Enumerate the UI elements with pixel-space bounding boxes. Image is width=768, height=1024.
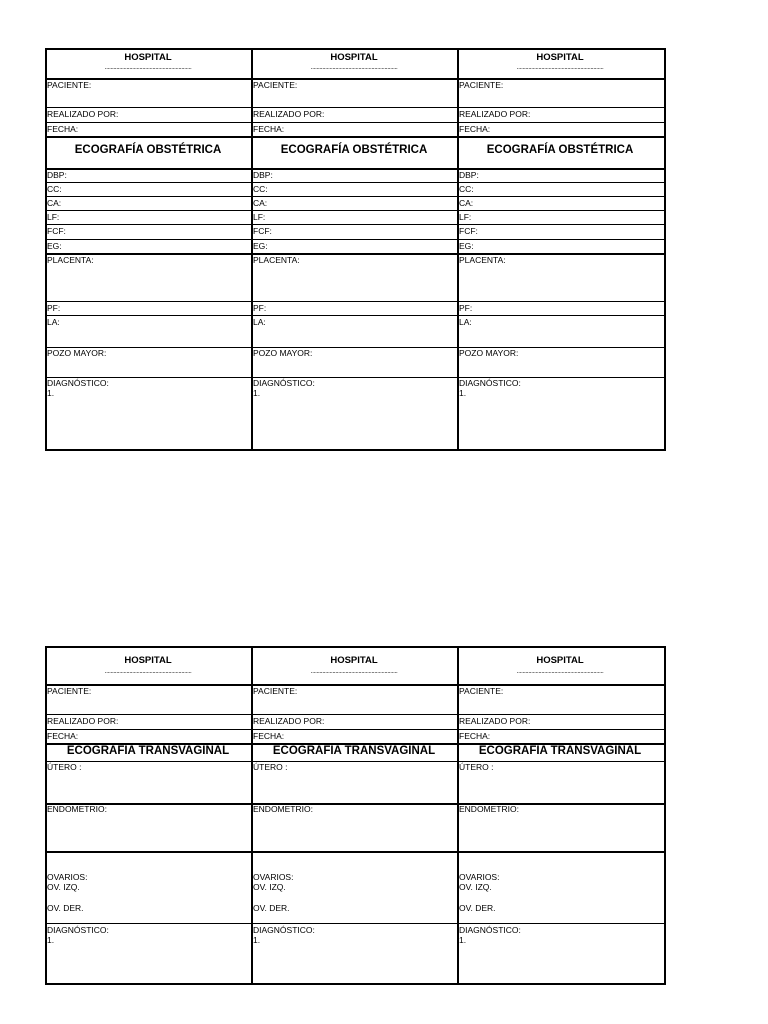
- ovarios-label: OVARIOS:: [253, 872, 294, 882]
- fecha-label: FECHA:: [459, 124, 491, 134]
- transvaginal-card-2: [251, 646, 457, 985]
- la-label: LA:: [253, 317, 266, 327]
- ovarios-label: OVARIOS:: [47, 872, 88, 882]
- pozo-mayor-label: POZO MAYOR:: [47, 348, 107, 358]
- hospital-label: HOSPITAL: [536, 52, 584, 63]
- dbp-label: DBP:: [459, 170, 479, 180]
- ca-label: CA:: [253, 198, 268, 208]
- paciente-label: PACIENTE:: [459, 686, 504, 696]
- realizado-label: REALIZADO POR:: [459, 109, 531, 119]
- utero-label: ÚTERO :: [253, 762, 288, 772]
- ov-izq-label: OV. IZQ.: [459, 882, 492, 892]
- transvaginal-card-1: [45, 646, 251, 985]
- utero-label: ÚTERO :: [47, 762, 82, 772]
- hospital-label: HOSPITAL: [330, 52, 378, 63]
- paciente-label: PACIENTE:: [47, 80, 92, 90]
- endometrio-label: ENDOMETRIO:: [459, 804, 519, 814]
- paciente-label: PACIENTE:: [47, 686, 92, 696]
- paciente-label: PACIENTE:: [459, 80, 504, 90]
- ov-der-label: OV. DER.: [253, 903, 290, 913]
- endometrio-label: ENDOMETRIO:: [47, 804, 107, 814]
- fecha-label: FECHA:: [253, 731, 285, 741]
- fcf-label: FCF:: [459, 226, 478, 236]
- pf-label: PF:: [47, 303, 61, 313]
- fcf-label: FCF:: [47, 226, 66, 236]
- paciente-label: PACIENTE:: [253, 80, 298, 90]
- diagnostico-item-1: 1.: [459, 388, 467, 398]
- hospital-name-line: ............................................................: [516, 669, 604, 675]
- transvaginal-form-sheet: [45, 646, 666, 985]
- hospital-name-line: ............................................................: [104, 65, 192, 71]
- endometrio-label: ENDOMETRIO:: [253, 804, 313, 814]
- fecha-label: FECHA:: [47, 124, 79, 134]
- pf-label: PF:: [253, 303, 267, 313]
- eg-label: EG:: [253, 241, 268, 251]
- pf-label: PF:: [459, 303, 473, 313]
- exam-title: ECOGRAFÍA TRANSVAGINAL: [272, 745, 436, 757]
- hospital-name-line: ............................................................: [104, 669, 192, 675]
- diagnostico-label: DIAGNÓSTICO:: [459, 925, 521, 935]
- pozo-mayor-label: POZO MAYOR:: [253, 348, 313, 358]
- hospital-name-line: ............................................................: [310, 669, 398, 675]
- hospital-label: HOSPITAL: [536, 655, 584, 666]
- hospital-label: HOSPITAL: [330, 655, 378, 666]
- obstetric-form-sheet: [45, 48, 666, 451]
- diagnostico-label: DIAGNÓSTICO:: [459, 378, 521, 388]
- diagnostico-item-1: 1.: [253, 935, 261, 945]
- la-label: LA:: [459, 317, 472, 327]
- realizado-label: REALIZADO POR:: [253, 716, 325, 726]
- border-right: [664, 48, 666, 451]
- fecha-label: FECHA:: [253, 124, 285, 134]
- ov-izq-label: OV. IZQ.: [253, 882, 286, 892]
- eg-label: EG:: [459, 241, 474, 251]
- diagnostico-label: DIAGNÓSTICO:: [253, 378, 315, 388]
- ca-label: CA:: [47, 198, 62, 208]
- paciente-label: PACIENTE:: [253, 686, 298, 696]
- hospital-label: HOSPITAL: [124, 52, 172, 63]
- cc-label: CC:: [459, 184, 474, 194]
- placenta-label: PLACENTA:: [459, 255, 506, 265]
- dbp-label: DBP:: [253, 170, 273, 180]
- obstetric-card-2: [251, 48, 457, 451]
- exam-title: ECOGRAFÍA TRANSVAGINAL: [66, 745, 230, 757]
- realizado-label: REALIZADO POR:: [459, 716, 531, 726]
- fcf-label: FCF:: [253, 226, 272, 236]
- fecha-label: FECHA:: [459, 731, 491, 741]
- placenta-label: PLACENTA:: [47, 255, 94, 265]
- diagnostico-label: DIAGNÓSTICO:: [47, 925, 109, 935]
- eg-label: EG:: [47, 241, 62, 251]
- ov-der-label: OV. DER.: [47, 903, 84, 913]
- cc-label: CC:: [47, 184, 62, 194]
- ov-izq-label: OV. IZQ.: [47, 882, 80, 892]
- diagnostico-item-1: 1.: [47, 935, 55, 945]
- diagnostico-label: DIAGNÓSTICO:: [253, 925, 315, 935]
- fecha-label: FECHA:: [47, 731, 79, 741]
- realizado-label: REALIZADO POR:: [47, 716, 119, 726]
- diagnostico-item-1: 1.: [47, 388, 55, 398]
- dbp-label: DBP:: [47, 170, 67, 180]
- diagnostico-item-1: 1.: [253, 388, 261, 398]
- lf-label: LF:: [253, 212, 266, 222]
- diagnostico-label: DIAGNÓSTICO:: [47, 378, 109, 388]
- placenta-label: PLACENTA:: [253, 255, 300, 265]
- realizado-label: REALIZADO POR:: [47, 109, 119, 119]
- border-right: [664, 646, 666, 985]
- cc-label: CC:: [253, 184, 268, 194]
- exam-title: ECOGRAFÍA TRANSVAGINAL: [478, 745, 642, 757]
- hospital-name-line: ............................................................: [516, 65, 604, 71]
- transvaginal-card-3: [457, 646, 663, 985]
- pozo-mayor-label: POZO MAYOR:: [459, 348, 519, 358]
- lf-label: LF:: [459, 212, 472, 222]
- exam-title: ECOGRAFÍA OBSTÉTRICA: [74, 144, 222, 156]
- obstetric-card-1: [45, 48, 251, 451]
- diagnostico-item-1: 1.: [459, 935, 467, 945]
- hospital-name-line: ............................................................: [310, 65, 398, 71]
- realizado-label: REALIZADO POR:: [253, 109, 325, 119]
- la-label: LA:: [47, 317, 60, 327]
- ca-label: CA:: [459, 198, 474, 208]
- lf-label: LF:: [47, 212, 60, 222]
- utero-label: ÚTERO :: [459, 762, 494, 772]
- hospital-label: HOSPITAL: [124, 655, 172, 666]
- ovarios-label: OVARIOS:: [459, 872, 500, 882]
- obstetric-card-3: [457, 48, 663, 451]
- ov-der-label: OV. DER.: [459, 903, 496, 913]
- exam-title: ECOGRAFÍA OBSTÉTRICA: [486, 144, 634, 156]
- exam-title: ECOGRAFÍA OBSTÉTRICA: [280, 144, 428, 156]
